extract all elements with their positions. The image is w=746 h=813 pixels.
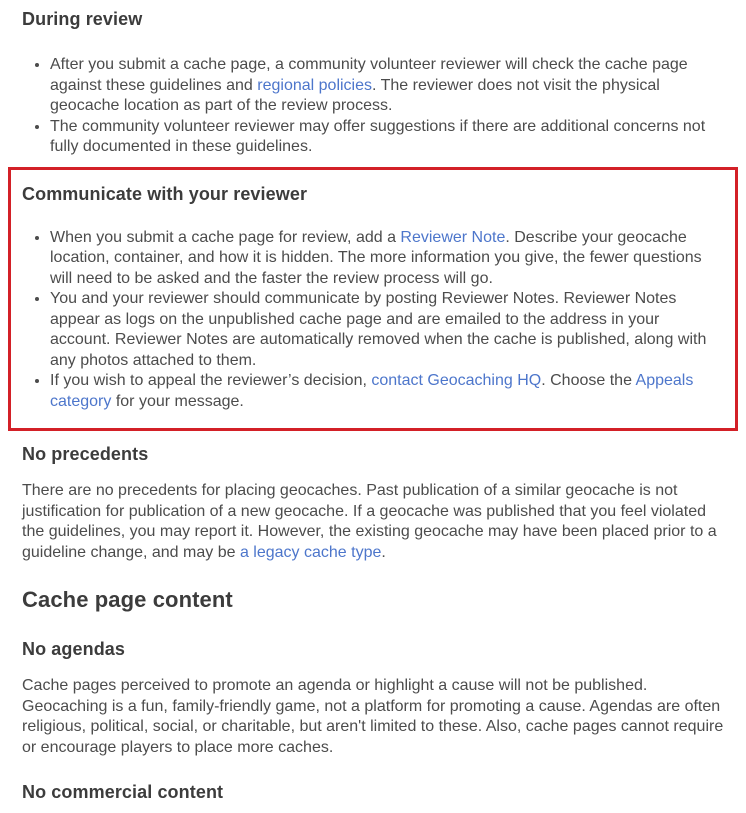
- during-review-list: [22, 55, 716, 158]
- no-precedents-paragraph: [22, 481, 726, 563]
- list-item: [50, 55, 716, 117]
- text-segment: Cache pages perceived to promote an agenda or highlight a cause will not be published. Geocaching is a fun, family-friendly game, not a platform for promoting a cause. Agendas are often religious, political, social, or charitable, but aren't limited to these. Also, cache pages cannot require or encourage players to place more caches.: [22, 677, 724, 756]
- appeals-category-link[interactable]: Appeals category: [50, 372, 694, 410]
- text-segment: for your message.: [111, 392, 244, 410]
- text-segment: If you wish to appeal the reviewer’s decision,: [50, 372, 372, 389]
- no-agendas-heading: No agendas: [22, 639, 126, 659]
- communicate-reviewer-heading: Communicate with your reviewer: [22, 183, 308, 204]
- cache-page-content-heading: Cache page content: [22, 587, 233, 612]
- no-precedents-heading: No precedents: [22, 444, 149, 464]
- text-segment: . The reviewer does not visit the physical geocache location as part of the review process.: [50, 76, 660, 114]
- text-segment: After you submit a cache page, a community volunteer reviewer will check the cache page against these guidelines and: [50, 56, 688, 94]
- text-segment: . Describe your geocache location, container, and how it is hidden. The more information you give, the fewer questions will need to be asked and the faster the review process will go.: [50, 228, 702, 287]
- text-segment: . Choose the: [541, 372, 636, 389]
- reviewer-note-link[interactable]: Reviewer Note: [400, 228, 506, 246]
- communicate-highlight-box: [8, 167, 738, 432]
- text-segment: You and your reviewer should communicate by posting Reviewer Notes. Reviewer Notes appear as logs on the unpublished cache page and are emailed to the address in your account. Reviewer Notes are automatically removed when the cache is published, along with any photos attached to them.: [50, 290, 707, 369]
- no-agendas-paragraph: [22, 676, 726, 758]
- text-segment: The community volunteer reviewer may offer suggestions if there are additional concerns not fully documented in these guidelines.: [50, 117, 706, 155]
- contact-geocaching-hq-link[interactable]: contact Geocaching HQ: [371, 372, 542, 389]
- text-segment: .: [381, 543, 386, 561]
- text-segment: When you submit a cache page for review, add a: [50, 228, 401, 246]
- text-segment: There are no precedents for placing geocaches. Past publication of a similar geocache is not justification for publication of a new geocache. If a geocache was published that you feel violated the guidelines, you may report it. However, the existing geocache may have been placed prior to a guideline change, and may be: [22, 482, 717, 561]
- communicate-reviewer-list: [22, 228, 716, 413]
- regional-policies-link[interactable]: regional policies: [257, 76, 372, 94]
- list-item: [50, 371, 716, 412]
- legacy-cache-type-link[interactable]: a legacy cache type: [239, 543, 382, 561]
- no-commercial-content-heading: No commercial content: [22, 782, 224, 802]
- list-item: [50, 228, 716, 290]
- list-item: [50, 117, 716, 158]
- list-item: [50, 289, 716, 371]
- during-review-heading: During review: [22, 9, 143, 29]
